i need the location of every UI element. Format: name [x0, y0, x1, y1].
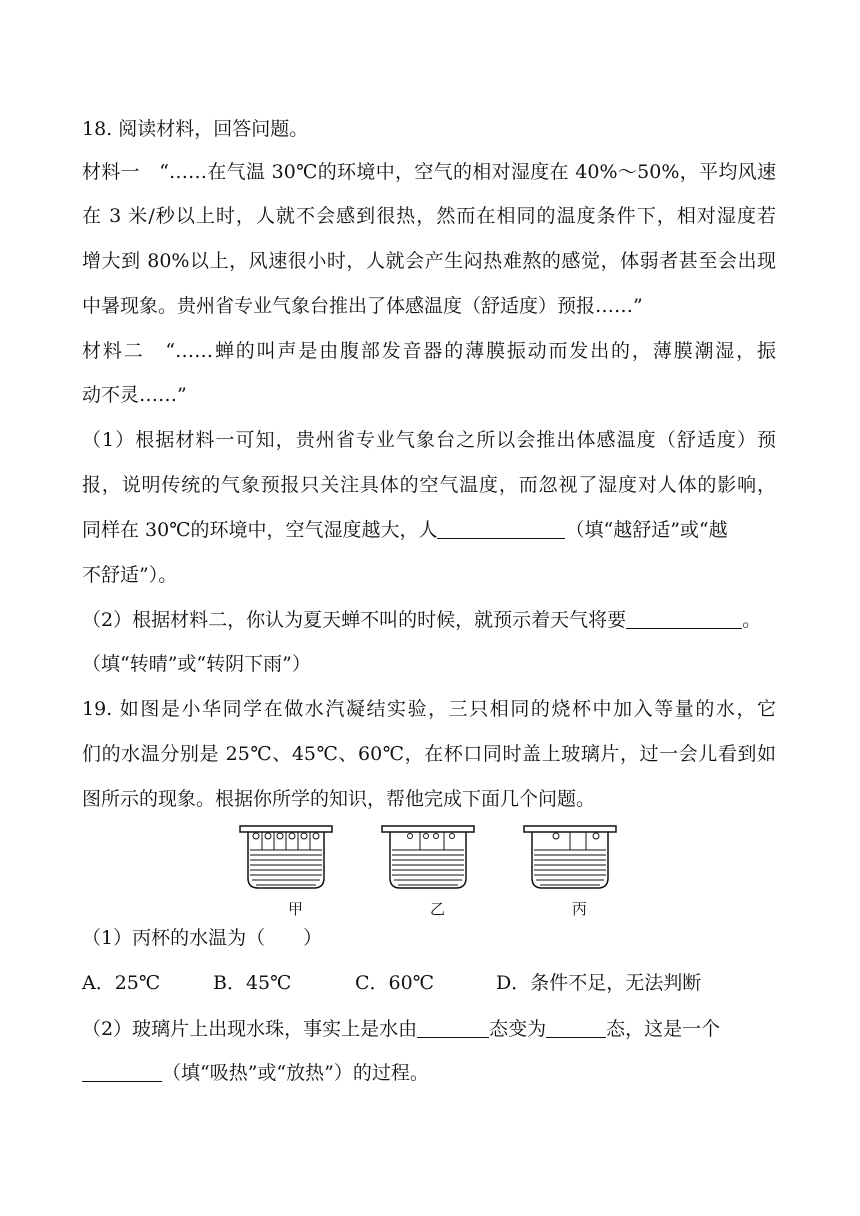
- beaker-jia: [240, 826, 332, 888]
- q19-part2-text-d: （填“吸热”或“放热”）的过程。: [162, 1062, 429, 1084]
- material-2-line-1: 材料二 “……蝉的叫声是由腹部发音器的薄膜振动而发出的，薄膜潮湿，振: [82, 340, 776, 362]
- beaker-bing: [524, 826, 616, 888]
- material-1-line-3: 增大到 80%以上，风速很小时，人就会产生闷热难熬的感觉，体弱者甚至会出现: [82, 250, 776, 272]
- answer-blank-comfort[interactable]: [437, 520, 565, 539]
- option-b[interactable]: B．45℃: [213, 972, 292, 994]
- option-a[interactable]: A．25℃: [82, 972, 161, 994]
- q19-part2-text-a: （2）玻璃片上出现水珠，事实上是水由: [82, 1018, 418, 1040]
- q18-part1-line-4: 不舒适”）。: [82, 564, 178, 586]
- q19-line-3: 图所示的现象。根据你所学的知识，帮他完成下面几个问题。: [82, 788, 596, 810]
- q18-part1-line-2: 报，说明传统的气象预报只关注具体的空气温度，而忽视了湿度对人体的影响，: [82, 474, 776, 496]
- beaker-yi: [382, 826, 474, 888]
- q19-line-2: 们的水温分别是 25℃、45℃、60℃，在杯口同时盖上玻璃片，过一会儿看到如: [82, 743, 776, 765]
- answer-blank-state-to[interactable]: [546, 1019, 606, 1038]
- droplets-yi: [408, 832, 455, 850]
- q18-part1-line-1: （1）根据材料一可知，贵州省专业气象台之所以会推出体感温度（舒适度）预: [82, 429, 776, 451]
- q18-title: 18. 阅读材料，回答问题。: [82, 118, 309, 140]
- q18-part1-text-a: 同样在 30℃的环境中，空气湿度越大，人: [82, 519, 438, 541]
- option-c[interactable]: C．60℃: [355, 972, 434, 994]
- q19-part2-text-b: 态变为: [489, 1018, 547, 1040]
- droplets-bing: [553, 832, 599, 850]
- material-1-line-4: 中暑现象。贵州省专业气象台推出了体感温度（舒适度）预报……”: [82, 295, 643, 317]
- answer-blank-weather[interactable]: [626, 610, 742, 629]
- q19-part1-question: （1）丙杯的水温为（ ）: [82, 927, 323, 949]
- q18-part1-line-3: [82, 517, 728, 543]
- figure-label-jia: 甲: [288, 900, 304, 918]
- q19-part2-text-c: 态，这是一个: [606, 1018, 721, 1040]
- droplets-jia: [253, 832, 319, 850]
- q19-line-1: 19. 如图是小华同学在做水汽凝结实验，三只相同的烧杯中加入等量的水，它: [82, 698, 776, 720]
- q18-part2-text-a: （2）根据材料二，你认为夏天蝉不叫的时候，就预示着天气将要: [82, 609, 627, 631]
- material-1-line-2: 在 3 米/秒以上时，人就不会感到很热，然而在相同的温度条件下，相对湿度若: [82, 205, 776, 227]
- figure-label-yi: 乙: [430, 900, 446, 918]
- q18-part2-text-b: 。: [742, 609, 762, 631]
- answer-blank-state-from[interactable]: [417, 1019, 489, 1038]
- q18-part1-text-b: （填“越舒适”或“越: [565, 519, 728, 541]
- option-d[interactable]: D．条件不足，无法判断: [496, 972, 702, 994]
- material-1-line-1: 材料一 “……在气温 30℃的环境中，空气的相对湿度在 40%～50%，平均风速: [82, 161, 776, 183]
- q19-part2-line-2: [82, 1060, 429, 1086]
- answer-blank-heat[interactable]: [82, 1063, 162, 1082]
- figure-label-bing: 丙: [572, 900, 588, 918]
- q19-part2-line-1: [82, 1016, 720, 1042]
- q18-part2-line-1: [82, 607, 761, 633]
- material-2-line-2: 动不灵……”: [82, 384, 187, 406]
- q18-part2-line-2: （填“转晴”或“转阴下雨”）: [82, 653, 311, 675]
